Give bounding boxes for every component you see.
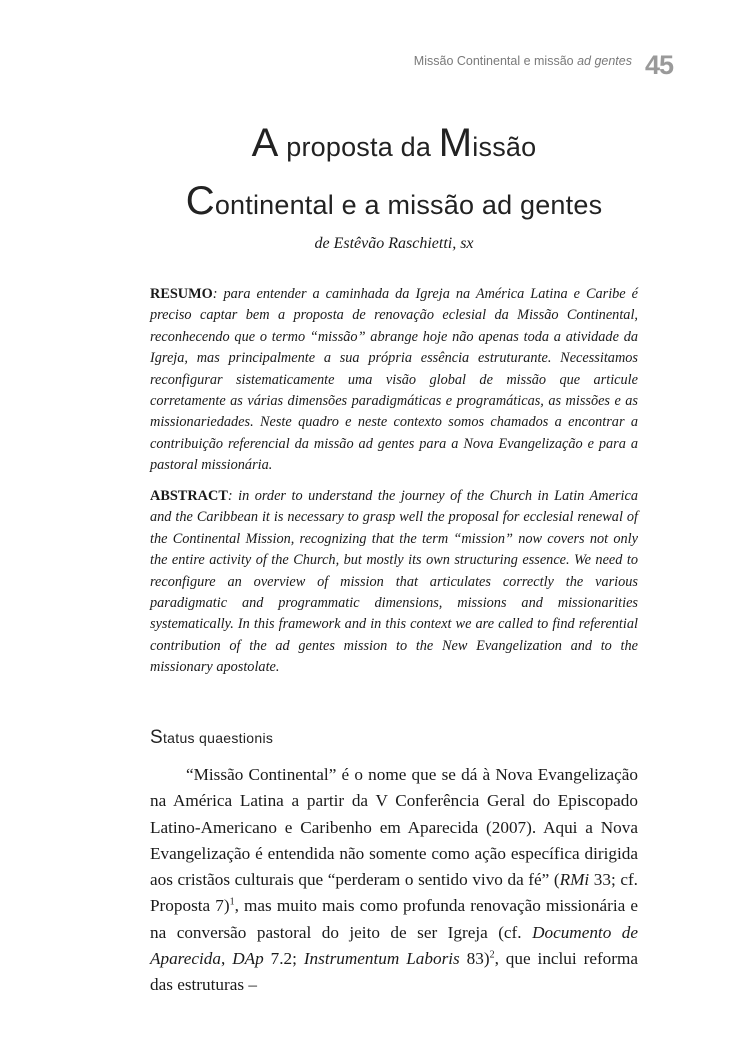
article-title: [150, 116, 638, 232]
title-cap-m: M: [438, 121, 473, 165]
footnote-ref-2[interactable]: 2: [489, 949, 495, 961]
body-text-3: , mas muito mais como profunda renovação missionária e na conversão pastoral do jeito de ser Igreja (cf.: [150, 896, 638, 942]
abstract-text: : in order to understand the journey of the Church in Latin America and the Caribbean it is necessary to grasp well the proposal for ecclesial renewal of the Continental Mission, recognizing that the term “mission” now covers not only the entire activity of the Church, but mostly its own structuring essence. We need to reconfigure an overview of mission that articulates correctly the various paradigmatic and programmatic dimensions, missions and missionarities systematically. In this framework and in this context we are called to find referential contribution of the ad gentes mission to the New Evangelization and to the missionary apostolate.: [150, 488, 638, 676]
section-heading-cap: S: [150, 727, 163, 748]
body-text-7: , que inclui reforma das estruturas –: [150, 949, 638, 995]
resumo-text: : para entender a caminhada da Igreja na América Latina e Caribe é preciso captar bem a proposta de renovação eclesial da Missão Continental, reconhecendo que o termo “missão” abrange hoje não apenas toda a atividade da Igreja, mas principalmente a sua própria essência estruturante. Necessitamos reconfigurar sistematicamente uma visão global de missão que articule corretamente as várias dimensões paradigmáticas e programáticas, as missões e as missionariedades. Neste quadro e neste contexto somos chamados a encontrar a contribuição referencial da missão ad gentes para a Nova Evangelização e para a pastoral missionária.: [150, 286, 638, 474]
section-heading-rest: tatus quaestionis: [162, 730, 274, 746]
body-text-6: 83): [459, 949, 490, 969]
running-head: [414, 54, 632, 68]
title-text-3: ontinental e a missão ad gentes: [214, 190, 603, 220]
footnote-ref-1[interactable]: 1: [229, 896, 235, 908]
author-byline: de Estêvão Raschietti, sx: [314, 235, 474, 252]
title-text-1: proposta da: [278, 132, 439, 162]
abstract-paragraph: [150, 486, 638, 679]
body-paragraph: [150, 762, 638, 999]
body-text-1: “Missão Continental” é o nome que se dá à Nova Evangelização na América Latina a partir da V Conferência Geral do Episcopado Latino-Americano e Caribenho em Aparecida (2007). Aqui a Nova Evangelização é entendida não somente como ação específica dirigida aos cristãos culturais que “perderam o sentido vivo da fé” (: [150, 765, 638, 890]
body-text-4: ,: [220, 949, 233, 969]
title-cap-a: A: [251, 121, 279, 165]
body-text-2: 33; cf. Proposta 7): [150, 870, 638, 916]
abstract-label: ABSTRACT: [150, 488, 228, 504]
page-number: 45: [645, 50, 674, 80]
running-title-italic: ad gentes: [577, 54, 632, 68]
ref-rmi: RMi: [559, 870, 590, 890]
resumo-label: RESUMO: [150, 286, 213, 302]
ref-dap: DAp: [232, 949, 264, 969]
resumo-paragraph: [150, 284, 638, 477]
title-text-2: issão: [472, 132, 537, 162]
title-cap-c: C: [185, 179, 215, 223]
running-title-plain: Missão Continental e missão: [413, 54, 578, 68]
body-text-5: 7.2;: [263, 949, 304, 969]
ref-instrumentum: Instrumentum Laboris: [303, 949, 460, 969]
ref-documento: Documento de Aparecida: [150, 922, 638, 969]
section-heading: [150, 727, 273, 749]
